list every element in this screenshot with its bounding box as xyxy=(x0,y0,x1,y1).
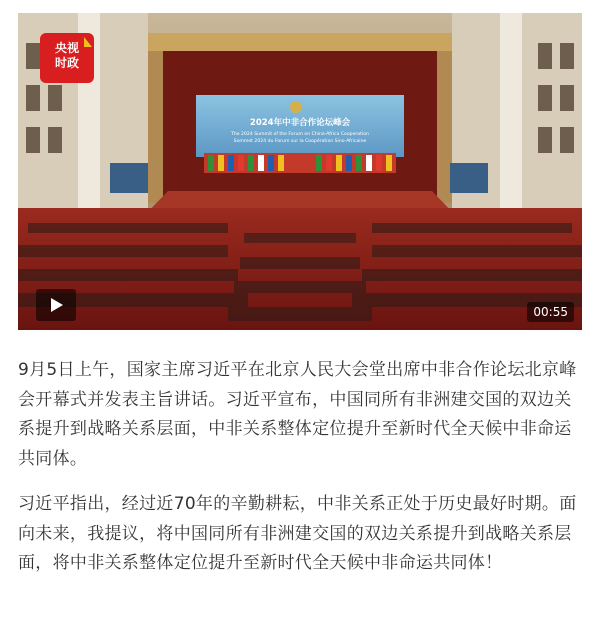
play-button[interactable] xyxy=(36,289,76,321)
banner-title: 2024年中非合作论坛峰会 xyxy=(249,118,351,128)
article-paragraph-2: 习近平指出，经过近70年的辛勤耕耘，中非关系正处于历史最好时期。面向未来，我提议，将中国同所有非洲建交国的双边关系提升到战略关系层面，将中非关系整体定位提升至新时代全天候中非命运共同体！ xyxy=(18,494,577,573)
video-player[interactable] xyxy=(18,13,582,330)
article-body xyxy=(18,356,588,579)
banner-subtitle-en: The 2024 Summit of the Forum on China-Africa Cooperation xyxy=(231,132,369,137)
logo-line-2: 时政 xyxy=(54,56,79,70)
article-paragraph-1: 9月5日上午，国家主席习近平在北京人民大会堂出席中非合作论坛北京峰会开幕式并发表主旨讲话。习近平宣布，中国同所有非洲建交国的双边关系提升到战略关系层面，中非关系整体定位提升至新时代全天候中非命运共同体。 xyxy=(18,360,577,469)
logo-line-1: 央视 xyxy=(54,41,79,55)
play-icon xyxy=(51,298,63,312)
video-thumbnail xyxy=(18,13,582,330)
video-duration: 00:55 xyxy=(527,302,574,322)
banner-subtitle-fr: Sommet 2024 du Forum sur la Coopération Sino-Africaine xyxy=(233,139,367,144)
cctv-logo xyxy=(40,33,94,83)
